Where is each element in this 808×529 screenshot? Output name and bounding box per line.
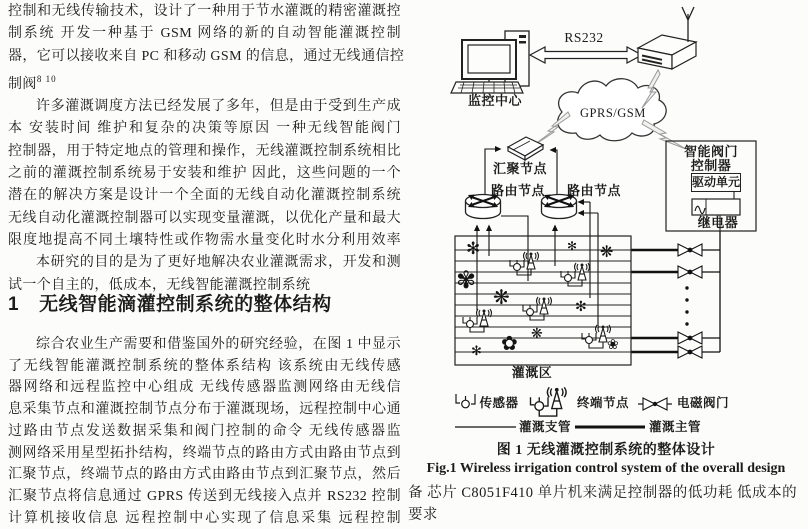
body-line: 了无线智能灌溉控制系统的整体系结构 该系统由无线传感 <box>8 358 401 374</box>
body-line: 汇聚节点将信息通过 GPRS 传送到无线接入点并 RS232 控制 <box>8 488 401 504</box>
valve-controller-title: 智能阀门 <box>683 144 738 159</box>
router-node-left-label: 路由节点 <box>490 183 545 198</box>
legend-main-pipe-label: 灌溉主管 <box>648 420 701 434</box>
solenoid-valve-icon <box>631 346 720 358</box>
paragraph-block-1 <box>8 1 405 297</box>
valve-controller-title2: 控制器 <box>690 158 732 173</box>
ellipsis-dots <box>685 286 688 325</box>
legend-terminal-node-icon <box>531 387 567 416</box>
body-line: 测网络采用星型拓扑结构，终端节点的路由方式由路由节点到 <box>8 445 401 461</box>
sink-node-label: 汇聚节点 <box>492 161 547 176</box>
legend-branch-pipe-label: 灌溉支管 <box>518 420 571 434</box>
body-line: 无线自动化灌溉控制器可以实现变量灌溉，以优化产量和最大 <box>8 210 401 226</box>
body-line: 本 安装时间 维护和复杂的决策等原因 一种无线智能阀门 <box>8 121 401 137</box>
solenoid-valve-icon <box>631 244 720 256</box>
body-line: 器，它可以接收来自 PC 和移动 GSM 的信息，通过无线通信控 <box>8 48 405 64</box>
plant-icon: ✿ <box>501 331 518 355</box>
irrigation-area-label: 灌溉区 <box>511 365 553 380</box>
plant-icon: ✾ <box>456 266 477 294</box>
antenna-icon <box>682 7 694 42</box>
figure-1 <box>404 0 808 528</box>
right-column-text <box>408 482 797 527</box>
rs232-label: RS232 <box>564 30 604 45</box>
section-title: 无线智能滴灌控制系统的整体结构 <box>39 294 332 315</box>
access-point-icon <box>638 7 696 69</box>
body-line: 限度地提高不同土壤特性或作物需水量变化时水分利用效率 <box>8 232 401 248</box>
solenoid-valve-icon <box>631 266 720 278</box>
legend-sensor-label: 传感器 <box>479 396 519 410</box>
relay-label: 继电器 <box>697 215 739 230</box>
drive-unit-box: 驱动单元 <box>691 173 741 192</box>
body-line: 备 芯片 C8051F410 单片机来满足控制器的低功耗 低成本的 <box>408 485 797 501</box>
router-node-left-icon <box>466 195 501 219</box>
body-line: 之前的灌溉控制系统易于安装和维护 因此，这些问题的一个 <box>8 166 401 182</box>
legend-solenoid-valve-label: 电磁阀门 <box>676 396 729 410</box>
plant-icon: ❋ <box>493 285 510 309</box>
body-line: 试一个自主的，低成本，无线智能灌溉控制系统 <box>8 277 311 293</box>
body-line: 制阀$^{8 10}$ <box>8 73 57 92</box>
legend-sensor-icon <box>456 394 475 408</box>
citation-superscript: 8 10 <box>36 73 57 84</box>
left-column <box>8 0 405 528</box>
plant-icon: ✻ <box>567 239 578 253</box>
plant-icon: ❋ <box>600 242 614 261</box>
body-line: 息采集节点和灌溉控制节点分布于灌溉现场，远程控制中心通 <box>8 402 401 418</box>
router-node-right-label: 路由节点 <box>566 183 621 198</box>
body-line: 潜在的解决方案是设计一个全面的无线自动化灌溉控制系统 <box>8 188 401 204</box>
sink-node-icon <box>508 137 543 160</box>
body-line: 要求 <box>408 507 438 524</box>
main-pipe-and-valves <box>631 231 720 358</box>
body-line: 过路由节点发送数据采集和阀门控制的命令 无线传感器监 <box>8 423 401 439</box>
body-line: 汇聚节点，终端节点的路由方式由路由节点到汇聚节点，然后 <box>8 467 401 483</box>
gprs-gsm-label: GPRS/GSM <box>580 106 646 120</box>
body-line: 许多灌溉调度方法已经发展了多年，但是由于受到生产成 <box>36 99 401 115</box>
plant-icon: ❀ <box>607 337 619 353</box>
plant-icon: ✻ <box>575 299 587 315</box>
paragraph-block-2 <box>8 334 401 529</box>
body-line: 控制和无线传输技术，设计了一种用于节水灌溉的精密灌溉控 <box>8 4 401 19</box>
plant-icon: ❋ <box>531 326 543 342</box>
terminal-node-icon <box>463 309 492 332</box>
section-number: 1 <box>8 294 20 315</box>
legend-valve-icon <box>638 398 672 410</box>
figure-caption-en: Fig.1 Wireless irrigation control system of the overall design <box>426 461 786 476</box>
solenoid-valve-icon <box>631 332 720 344</box>
body-line: 器网络和远程监控中心组成 无线传感器监测网络由无线信 <box>8 380 401 396</box>
computer-icon <box>451 31 529 93</box>
body-line: 控制器，用于特定地点的管理和操作，无线灌溉控制系统相比 <box>8 143 401 159</box>
body-line: 制系统 开发一种基于 GSM 网络的新的自动智能灌溉控制 <box>8 26 401 42</box>
section-heading <box>8 291 401 319</box>
legend-terminal-node-label: 终端节点 <box>576 396 629 410</box>
plant-icon: ✻ <box>471 344 482 359</box>
monitoring-center-label: 监控中心 <box>467 93 522 108</box>
terminal-node-icon <box>523 297 552 320</box>
body-line: 本研究的目的是为了更好地解决农业灌溉需求，开发和测 <box>36 255 401 271</box>
router-node-right-icon <box>542 195 577 219</box>
body-line: 计算机接收信息 远程控制中心实现了信息采集 远程控制 <box>8 510 401 526</box>
relay-icon <box>692 199 740 215</box>
plant-icon: ✻ <box>466 239 481 259</box>
body-line: 综合农业生产需要和借鉴国外的研究经验，在图 1 中显示 <box>36 337 401 352</box>
figure-caption-zh: 图 1 无线灌溉控制系统的整体设计 <box>496 443 716 458</box>
rs232-arrow-icon <box>530 47 642 63</box>
